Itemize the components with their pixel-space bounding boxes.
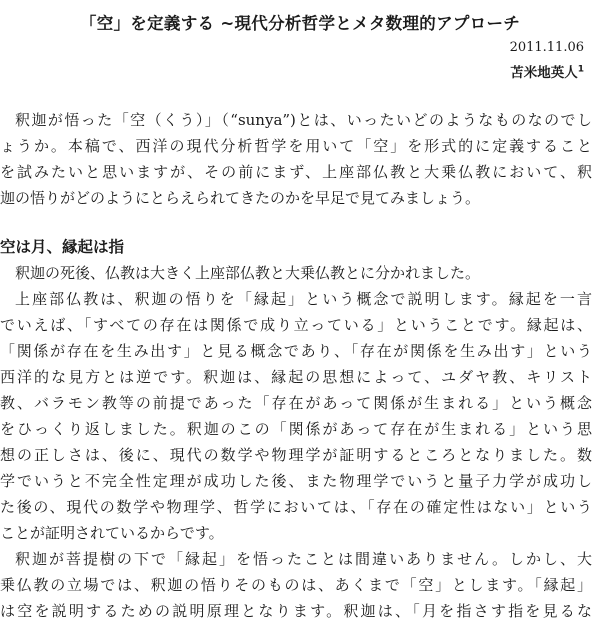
body-line: た後の、現代の数学や物理学、哲学においては、「存在の確定性はない」という [0, 498, 592, 516]
body-line: 教、バラモン教等の前提であった「存在があって関係が生まれる」という概念 [0, 394, 592, 412]
author-footnote-mark: 1 [577, 64, 584, 75]
body-line: 想の正しさは、後に、現代の数学や物理学が証明するところとなりました。数 [0, 446, 592, 464]
body-line: でいえば、「すべての存在は関係で成り立っている」ということです。縁起は、 [0, 316, 592, 334]
intro-line: 迦の悟りがどのようにとらえられてきたのかを早足で見てみましょう。 [0, 189, 481, 207]
body-line: 上座部仏教は、釈迦の悟りを「縁起」という概念で説明します。縁起を一言 [15, 290, 592, 308]
author-name: 苫米地英人 [510, 65, 578, 81]
body-line: をひっくり返しました。釈迦のこの「関係があって存在が生まれる」という思 [0, 420, 592, 438]
body-line: は空を説明するための説明原理となります。釈迦は、「月を指さす指を見るな [0, 602, 592, 620]
document-title: 「空」を定義する ~現代分析哲学とメタ数理的アプローチ [79, 14, 521, 33]
intro-line: ょうか。本稿で、西洋の現代分析哲学を用いて「空」を形式的に定義すること [0, 137, 592, 155]
body-line: 学でいうと不完全性定理が成功した後、また物理学でいうと量子力学が成功し [0, 472, 592, 490]
body-line: 西洋的な見方とは逆です。釈迦は、縁起の思想によって、ユダヤ教、キリスト [0, 368, 592, 386]
intro-line: 釈迦が悟った「空（くう）」（“sunya”)とは、いったいどのようなものなのでし [15, 111, 592, 129]
body-line: 釈迦が菩提樹の下で「縁起」を悟ったことは間違いありません。しかし、大 [15, 550, 592, 568]
document-date: 2011.11.06 [509, 40, 584, 55]
body-line: 「関係が存在を生み出す」と見る概念であり、「存在が関係を生み出す」という [0, 342, 592, 360]
body-line: ことが証明されているからです。 [0, 524, 224, 542]
intro-line: を試みたいと思いますが、その前にまず、上座部仏教と大乗仏教において、釈 [0, 163, 592, 181]
body-line: 釈迦の死後、仏教は大きく上座部仏教と大乗仏教とに分かれました。 [15, 264, 481, 282]
document-author [510, 61, 584, 81]
section-heading: 空は月、縁起は指 [0, 238, 125, 256]
body-line: 乗仏教の立場では、釈迦の悟りそのものは、あくまで「空」とします。「縁起」 [0, 576, 592, 594]
